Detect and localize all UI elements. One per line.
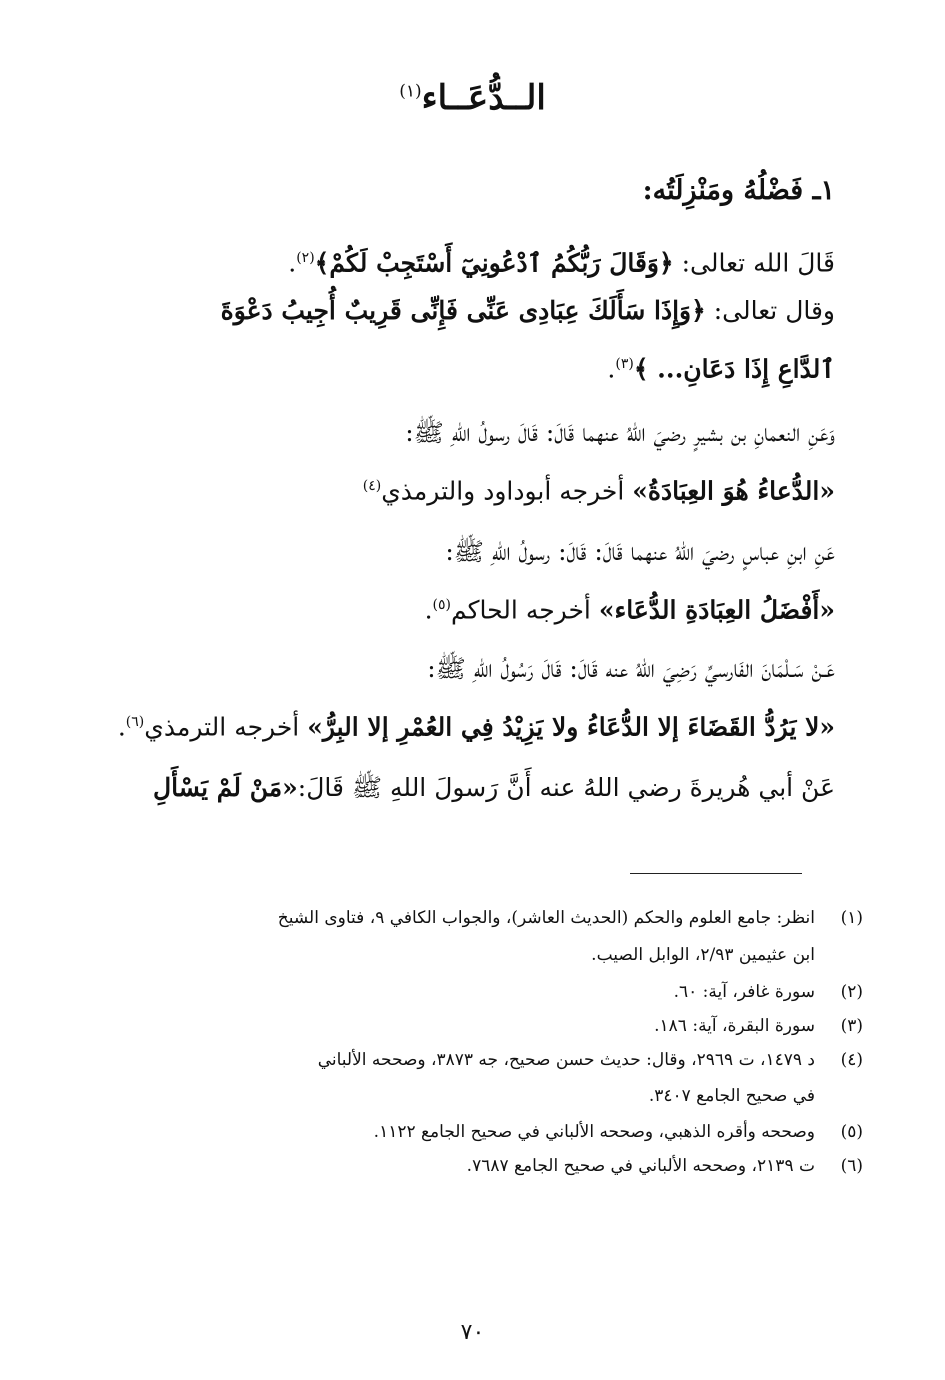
quran-verse-cont: ٱلدَّاعِ إِذَا دَعَانِ... ﴾ [633, 354, 835, 384]
body-line-2: وقال تعالى: ﴿وَإِذَا سَأَلَكَ عِبَادِى عَنِّى فَإِنِّى قَرِيبٌ أُجِيبُ دَعْوَةَ [220, 296, 835, 325]
footnote-4-cont: في صحيح الجامع ٣٤٠٧. [648, 1086, 815, 1106]
quran-verse: ﴿وَإِذَا سَأَلَكَ عِبَادِى عَنِّى فَإِنِّى قَرِيبٌ أُجِيبُ دَعْوَةَ [220, 296, 706, 325]
footnote-3: (٣) سورة البقرة، آية: ١٨٦. [82, 1011, 815, 1041]
footnote-number: (٥) [840, 1122, 863, 1142]
footnote-number: (٦) [840, 1156, 863, 1176]
footnote-ref: (٥) [432, 597, 452, 613]
body-line-8: عَـنْ سَـلْمَانَ الفَارسيِّ رَضِيَ اللهُ عنه قَالَ: قَالَ رَسُولُ اللهِ ﷺ: [427, 654, 835, 683]
hadith-quote: «لا يَرُدُّ القَضَاءَ إلا الدُّعَاءُ ولا يَزِيْدُ فِي العُمْرِ إلا البِرُّ» [307, 712, 835, 742]
body-line-3: ٱلدَّاعِ إِذَا دَعَانِ... ﴾$^{(٣)}$. [607, 354, 835, 384]
body-line-5: «الدُّعاءُ هُوَ العِبَادَةُ» أخرجه أبوداود والترمذي$^{(٤)}$ [362, 476, 835, 506]
footnote-number: (٢) [840, 982, 863, 1002]
footnote-6: (٦) ت ٢١٣٩، وصححه الألباني في صحيح الجامع ٧٦٨٧. [82, 1151, 815, 1181]
footnote-4: (٤) د ١٤٧٩، ت ٢٩٦٩، وقال: حديث حسن صحيح، جه ٣٨٧٣، وصححه الألباني [82, 1045, 815, 1075]
body-line-10: عَنْ أبي هُريرةَ رضي اللهُ عنه أَنَّ رَسولَ اللهِ ﷺ قَالَ:«مَنْ لَمْ يَسْأَلِ [153, 773, 835, 802]
footnote-1: (١) انظر: جامع العلوم والحكم (الحديث العاشر)، والجواب الكافي ٩، فتاوى الشيخ [82, 903, 815, 933]
chapter-title [0, 78, 945, 118]
footnote-2: (٢) سورة غافر، آية: ٦٠. [82, 977, 815, 1007]
footnote-5: (٥) وصححه وأقره الذهبي، وصححه الألباني في صحيح الجامع ١١٢٢. [82, 1117, 815, 1147]
chapter-title-footnote-ref: (١) [399, 81, 422, 102]
hadith-quote: «أَفْضَلُ العِبَادَةِ الدُّعَاء» [598, 595, 835, 625]
footnote-number: (٤) [840, 1050, 863, 1070]
body-line-9: «لا يَرُدُّ القَضَاءَ إلا الدُّعَاءُ ولا يَزِيْدُ فِي العُمْرِ إلا البِرُّ» أخرجه الترمذي$^{(٦)}$. [117, 712, 835, 742]
footnote-separator [630, 873, 802, 874]
footnote-ref: (٦) [125, 714, 145, 730]
body-line-7: «أَفْضَلُ العِبَادَةِ الدُّعَاء» أخرجه الحاكم$^{(٥)}$. [424, 595, 835, 625]
chapter-title-text: الــدُّعَــاء [421, 78, 546, 118]
footnote-number: (١) [840, 908, 863, 928]
body-line-4: وَعَنِ النعمانِ بن بشيرٍ رضيَ اللهُ عنهما قَالَ: قَالَ رسولُ اللهِ ﷺ: [405, 418, 835, 447]
section-heading: ١ـ فَضْلُهُ ومَنْزِلَتُه: [642, 175, 835, 206]
footnote-number: (٣) [840, 1016, 863, 1036]
body-line-1: قَالَ الله تعالى: ﴿وَقَالَ رَبُّكُمُ ٱدْعُونِيٓ أَسْتَجِبْ لَكُمْ﴾$^{(٢)}$. [288, 248, 835, 278]
hadith-quote: «مَنْ لَمْ يَسْأَلِ [153, 773, 298, 802]
footnote-ref: (٣) [615, 356, 634, 372]
body-line-6: عَنِ ابنِ عباسٍ رضيَ اللهُ عنهما قَالَ: قَالَ: رسولُ اللهِ ﷺ: [445, 537, 835, 566]
quran-verse: ﴿وَقَالَ رَبُّكُمُ ٱدْعُونِيٓ أَسْتَجِبْ لَكُمْ﴾ [314, 248, 674, 278]
footnote-ref: (٤) [362, 478, 382, 494]
footnote-1-cont: ابن عثيمين ٢/٩٣، الوابل الصيب. [591, 945, 815, 965]
hadith-quote: «الدُّعاءُ هُوَ العِبَادَةُ» [632, 476, 835, 506]
page-number: ٧٠ [460, 1320, 485, 1345]
footnote-ref: (٢) [296, 250, 315, 266]
